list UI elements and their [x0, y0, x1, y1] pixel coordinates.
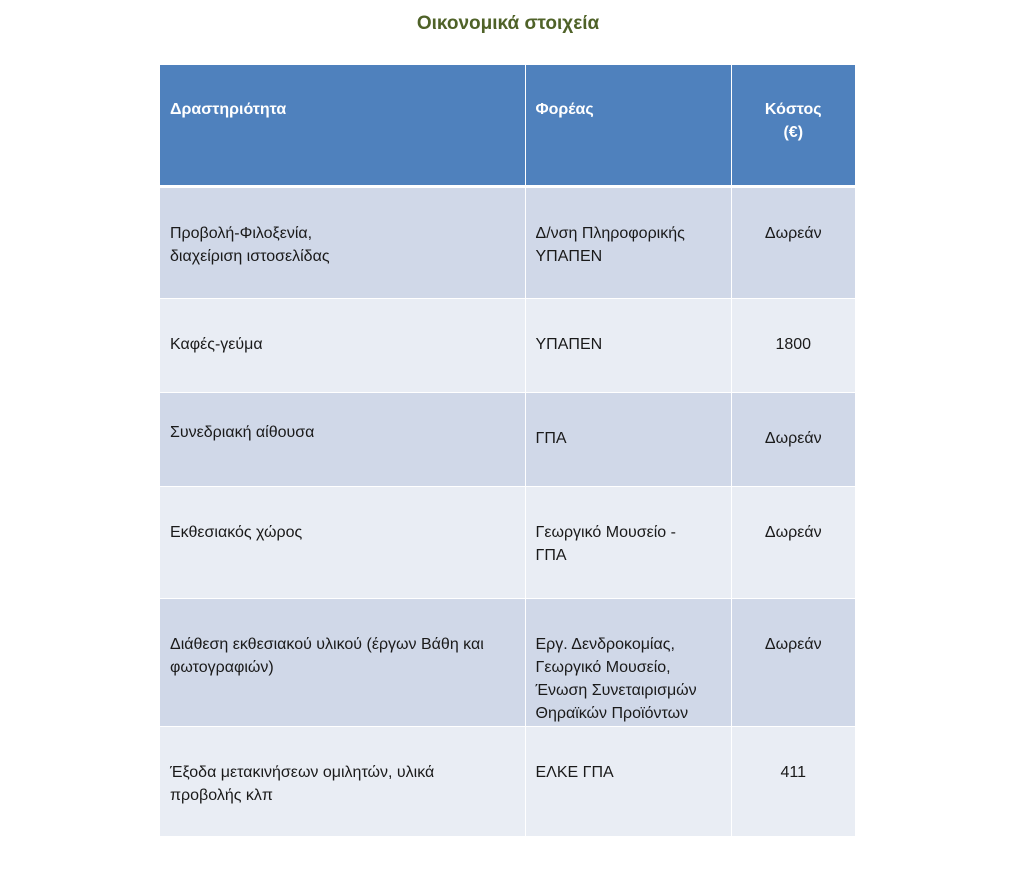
cell-activity: Συνεδριακή αίθουσα	[160, 392, 525, 486]
cell-activity: Προβολή-Φιλοξενία, διαχείριση ιστοσελίδας	[160, 186, 525, 298]
cell-agency: ΕΛΚΕ ΓΠΑ	[525, 726, 731, 836]
cell-agency: Δ/νση Πληροφορικής ΥΠΑΠΕΝ	[525, 186, 731, 298]
cell-agency: Γεωργικό Μουσείο - ΓΠΑ	[525, 486, 731, 598]
table-row	[160, 598, 855, 726]
cell-cost: 1800	[731, 298, 855, 392]
cell-cost: Δωρεάν	[731, 392, 855, 486]
cell-activity: Έξοδα μετακινήσεων ομιλητών, υλικά προβολής κλπ	[160, 726, 525, 836]
cell-cost: Δωρεάν	[731, 186, 855, 298]
finance-table	[160, 65, 855, 837]
table-row	[160, 298, 855, 392]
table-row	[160, 486, 855, 598]
table-row	[160, 392, 855, 486]
header-agency: Φορέας	[525, 65, 731, 186]
table-row	[160, 726, 855, 836]
cell-agency: ΥΠΑΠΕΝ	[525, 298, 731, 392]
header-cost: Κόστος (€)	[731, 65, 855, 186]
cell-activity: Εκθεσιακός χώρος	[160, 486, 525, 598]
header-activity: Δραστηριότητα	[160, 65, 525, 186]
cell-agency: ΓΠΑ	[525, 392, 731, 486]
page-title: Οικονομικά στοιχεία	[416, 13, 600, 34]
table-row	[160, 186, 855, 298]
table-header-row	[160, 65, 855, 186]
cell-activity: Διάθεση εκθεσιακού υλικού (έργων Βάθη και φωτογραφιών)	[160, 598, 525, 726]
cell-cost: 411	[731, 726, 855, 836]
cell-cost: Δωρεάν	[731, 486, 855, 598]
cell-agency: Εργ. Δενδροκομίας, Γεωργικό Μουσείο, Ένωση Συνεταιρισμών Θηραϊκών Προϊόντων	[525, 598, 731, 726]
cell-activity: Καφές-γεύμα	[160, 298, 525, 392]
cell-cost: Δωρεάν	[731, 598, 855, 726]
